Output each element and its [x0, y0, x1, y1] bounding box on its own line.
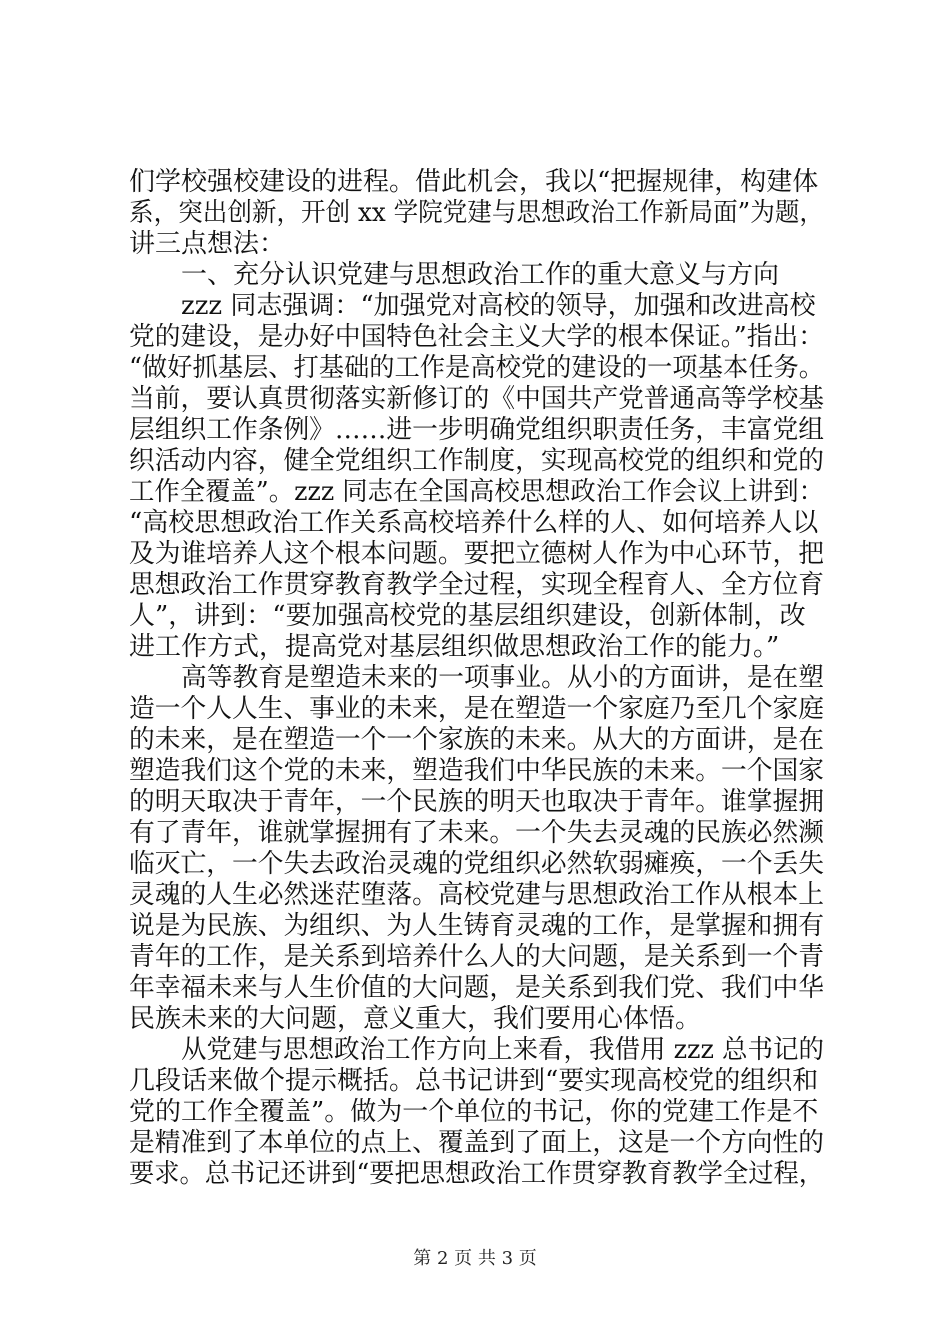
text-line: 当前，要认真贯彻落实新修订的《中国共产党普通高等学校基 [129, 384, 824, 414]
text-line: 民族未来的大问题，意义重大，我们要用心体悟。 [129, 1004, 702, 1034]
text-line: 要求。总书记还讲到“要把思想政治工作贯穿教育教学全过程， [129, 1159, 824, 1189]
document-body [129, 167, 824, 1190]
text-line: 织活动内容，健全党组织工作制度，实现高校党的组织和党的 [129, 446, 824, 476]
text-line: 层组织工作条例》……进一步明确党组织职责任务，丰富党组 [129, 415, 824, 445]
text-line: 系，突出创新，开创 xx 学院党建与思想政治工作新局面”为题， [129, 198, 824, 228]
text-line: “高校思想政治工作关系高校培养什么样的人、如何培养人以 [129, 508, 819, 538]
text-line: 党的工作全覆盖”。做为一个单位的书记，你的党建工作是不 [129, 1097, 819, 1127]
text-line: 灵魂的人生必然迷茫堕落。高校党建与思想政治工作从根本上 [129, 880, 824, 910]
text-line: 人”，讲到：“要加强高校党的基层组织建设，创新体制，改 [129, 601, 806, 631]
text-line: 年幸福未来与人生价值的大问题，是关系到我们党、我们中华 [129, 973, 824, 1003]
text-line: 讲三点想法： [129, 229, 286, 259]
text-line: 几段话来做个提示概括。总书记讲到“要实现高校党的组织和 [129, 1066, 819, 1096]
text-line: 一、充分认识党建与思想政治工作的重大意义与方向 [181, 260, 780, 290]
text-line: 及为谁培养人这个根本问题。要把立德树人作为中心环节，把 [129, 539, 824, 569]
text-line: 党的建设，是办好中国特色社会主义大学的根本保证。”指出： [129, 322, 824, 352]
text-line: 进工作方式，提高党对基层组织做思想政治工作的能力。” [129, 632, 780, 662]
text-line: 是精准到了本单位的点上、覆盖到了面上，这是一个方向性的 [129, 1128, 824, 1158]
text-line: 说是为民族、为组织、为人生铸育灵魂的工作，是掌握和拥有 [129, 911, 824, 941]
text-line: 临灭亡，一个失去政治灵魂的党组织必然软弱瘫痪，一个丢失 [129, 849, 824, 879]
text-line: 工作全覆盖”。zzz 同志在全国高校思想政治工作会议上讲到： [129, 477, 824, 507]
text-line: 青年的工作，是关系到培养什么人的大问题，是关系到一个青 [129, 942, 824, 972]
text-line: 有了青年，谁就掌握拥有了未来。一个失去灵魂的民族必然濒 [129, 818, 824, 848]
text-line: 从党建与思想政治工作方向上来看，我借用 zzz 总书记的 [181, 1035, 824, 1065]
text-line: zzz 同志强调：“加强党对高校的领导，加强和改进高校 [181, 291, 816, 321]
text-line: “做好抓基层、打基础的工作是高校党的建设的一项基本任务。 [129, 353, 824, 383]
page-footer: 第 2 页 共 3 页 [413, 1248, 537, 1269]
text-line: 塑造我们这个党的未来，塑造我们中华民族的未来。一个国家 [129, 756, 824, 786]
text-line: 思想政治工作贯穿教育教学全过程，实现全程育人、全方位育 [129, 570, 824, 600]
text-line: 高等教育是塑造未来的一项事业。从小的方面讲，是在塑 [181, 663, 824, 693]
text-line: 造一个人人生、事业的未来，是在塑造一个家庭乃至几个家庭 [129, 694, 824, 724]
text-line: 们学校强校建设的进程。借此机会，我以“把握规律，构建体 [129, 167, 819, 197]
text-line: 的未来，是在塑造一个一个家族的未来。从大的方面讲，是在 [129, 725, 824, 755]
text-line: 的明天取决于青年，一个民族的明天也取决于青年。谁掌握拥 [129, 787, 824, 817]
